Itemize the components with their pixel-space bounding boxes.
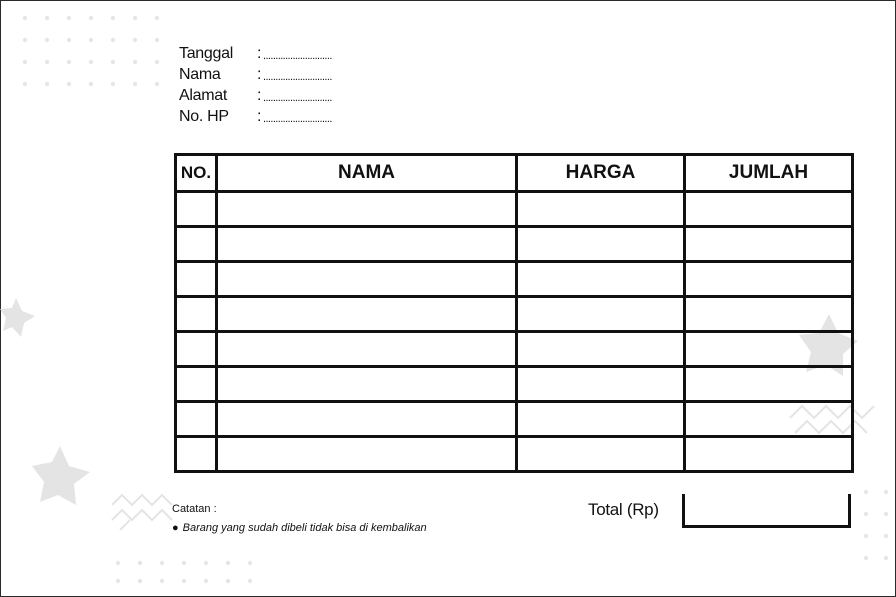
tanggal-field[interactable]: ............................ [263, 49, 332, 62]
cell-no[interactable] [176, 402, 217, 437]
cell-harga[interactable] [517, 402, 685, 437]
cell-harga[interactable] [517, 227, 685, 262]
dot [67, 38, 71, 42]
cell-jumlah[interactable] [685, 192, 853, 227]
dot [111, 16, 115, 20]
table-row [176, 402, 853, 437]
dot [155, 60, 159, 64]
cell-harga[interactable] [517, 367, 685, 402]
dot [45, 82, 49, 86]
table-row [176, 437, 853, 472]
info-row-nama [179, 64, 332, 85]
dot [155, 82, 159, 86]
column-header-jumlah: JUMLAH [685, 155, 853, 192]
dot [111, 38, 115, 42]
dot [864, 512, 868, 516]
dot-grid-bottom [116, 561, 252, 583]
info-row-no-hp [179, 106, 332, 127]
dot [89, 60, 93, 64]
table-row [176, 262, 853, 297]
dot [884, 534, 888, 538]
separator: : [257, 44, 262, 62]
cell-jumlah[interactable] [685, 227, 853, 262]
dot [23, 38, 27, 42]
alamat-label: Alamat [179, 86, 227, 104]
dot [111, 60, 115, 64]
table-row [176, 367, 853, 402]
total-field[interactable] [682, 494, 851, 528]
table-row [176, 227, 853, 262]
cell-no[interactable] [176, 367, 217, 402]
total-label: Total (Rp) [588, 500, 659, 519]
cell-jumlah[interactable] [685, 332, 853, 367]
cell-harga[interactable] [517, 192, 685, 227]
dot [248, 561, 252, 565]
star-icon [32, 446, 90, 505]
cell-no[interactable] [176, 297, 217, 332]
cell-harga[interactable] [517, 332, 685, 367]
table-header-row [176, 155, 853, 192]
dot [111, 82, 115, 86]
cell-nama[interactable] [217, 437, 517, 472]
separator: : [257, 86, 262, 104]
cell-no[interactable] [176, 227, 217, 262]
cell-jumlah[interactable] [685, 367, 853, 402]
dot [204, 561, 208, 565]
column-header-no: NO. [176, 155, 217, 192]
cell-nama[interactable] [217, 297, 517, 332]
cell-nama[interactable] [217, 402, 517, 437]
dot [116, 561, 120, 565]
dot [138, 561, 142, 565]
cell-nama[interactable] [217, 332, 517, 367]
dot [226, 561, 230, 565]
dot [133, 82, 137, 86]
separator: : [257, 107, 262, 125]
cell-jumlah[interactable] [685, 262, 853, 297]
cell-jumlah[interactable] [685, 402, 853, 437]
cell-no[interactable] [176, 332, 217, 367]
dot [23, 16, 27, 20]
dot [160, 579, 164, 583]
dot [226, 579, 230, 583]
cell-nama[interactable] [217, 262, 517, 297]
bullet-icon: ● [172, 522, 179, 534]
no-hp-field[interactable]: ............................ [263, 112, 332, 125]
cell-nama[interactable] [217, 227, 517, 262]
dot-grid-top-left [23, 16, 159, 86]
no-hp-label: No. HP [179, 107, 229, 125]
cell-jumlah[interactable] [685, 297, 853, 332]
dot [133, 60, 137, 64]
info-row-tanggal [179, 43, 332, 64]
dot [23, 60, 27, 64]
note-text: Barang yang sudah dibeli tidak bisa di kembalikan [182, 522, 427, 534]
dot [133, 38, 137, 42]
info-row-alamat [179, 85, 332, 106]
cell-harga[interactable] [517, 262, 685, 297]
dot [23, 82, 27, 86]
nama-label: Nama [179, 65, 221, 83]
cell-nama[interactable] [217, 367, 517, 402]
dot [116, 579, 120, 583]
zigzag-pattern [112, 495, 172, 530]
catatan-label: Catatan : [172, 503, 217, 515]
dot [45, 16, 49, 20]
star-icon [0, 298, 35, 337]
items-table [174, 153, 854, 473]
alamat-field[interactable]: ............................ [263, 91, 332, 104]
dot [884, 556, 888, 560]
dot [67, 82, 71, 86]
dot [155, 16, 159, 20]
dot [182, 579, 186, 583]
dot [884, 512, 888, 516]
dot [67, 16, 71, 20]
cell-no[interactable] [176, 262, 217, 297]
dot [884, 490, 888, 494]
customer-info [179, 43, 332, 127]
dot [864, 490, 868, 494]
table-row [176, 332, 853, 367]
table-row [176, 297, 853, 332]
cell-harga[interactable] [517, 297, 685, 332]
dot [45, 60, 49, 64]
dot [155, 38, 159, 42]
dot [89, 16, 93, 20]
dot [864, 534, 868, 538]
dot [248, 579, 252, 583]
nama-field[interactable]: ............................ [263, 70, 332, 83]
tanggal-label: Tanggal [179, 44, 233, 62]
column-header-nama: NAMA [217, 155, 517, 192]
dot [138, 579, 142, 583]
cell-nama[interactable] [217, 192, 517, 227]
cell-harga[interactable] [517, 437, 685, 472]
dot [67, 60, 71, 64]
dot [89, 82, 93, 86]
dot [204, 579, 208, 583]
table-row [176, 192, 853, 227]
dot [45, 38, 49, 42]
dot [89, 38, 93, 42]
note-line [172, 522, 427, 534]
cell-no[interactable] [176, 437, 217, 472]
dot [182, 561, 186, 565]
dot-grid-right [864, 490, 888, 560]
separator: : [257, 65, 262, 83]
dot [160, 561, 164, 565]
column-header-harga: HARGA [517, 155, 685, 192]
cell-no[interactable] [176, 192, 217, 227]
cell-jumlah[interactable] [685, 437, 853, 472]
dot [864, 556, 868, 560]
dot [133, 16, 137, 20]
